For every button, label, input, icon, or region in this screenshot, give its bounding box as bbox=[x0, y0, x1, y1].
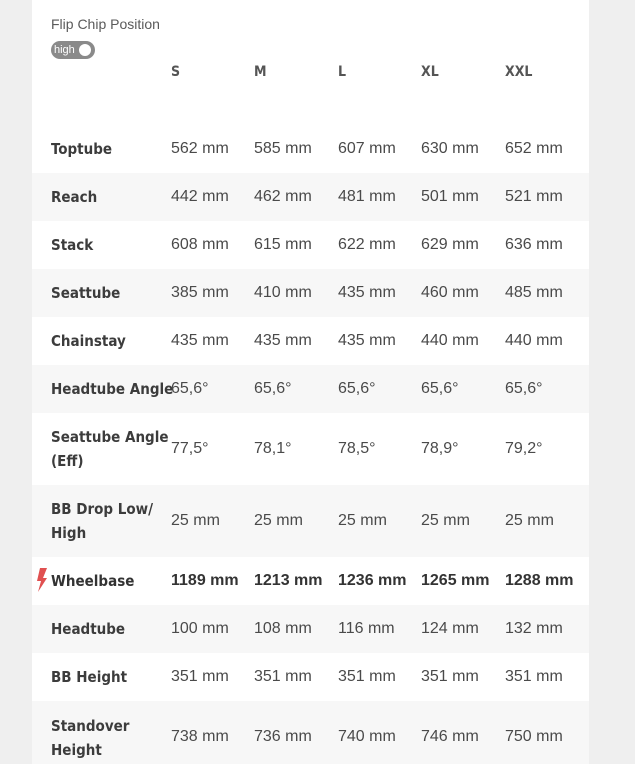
geometry-row-seattube-angle bbox=[32, 413, 589, 485]
value-l: 622 mm bbox=[338, 236, 396, 253]
value-m: 78,1° bbox=[254, 440, 292, 457]
size-header-l: L bbox=[338, 64, 347, 80]
value-l: 481 mm bbox=[338, 188, 396, 205]
value-l: 435 mm bbox=[338, 284, 396, 301]
geometry-row-seattube bbox=[32, 269, 589, 317]
value-m: 410 mm bbox=[254, 284, 312, 301]
value-xl: 460 mm bbox=[421, 284, 479, 301]
size-header-xl: XL bbox=[421, 64, 439, 80]
value-m: 736 mm bbox=[254, 727, 312, 745]
value-s: 738 mm bbox=[171, 727, 229, 745]
value-xxl: 65,6° bbox=[505, 380, 543, 397]
value-m: 351 mm bbox=[254, 668, 312, 685]
value-xxl: 636 mm bbox=[505, 236, 563, 253]
value-s: 65,6° bbox=[171, 380, 209, 397]
value-xxl: 25 mm bbox=[505, 512, 554, 529]
value-xl: 124 mm bbox=[421, 620, 479, 637]
row-label: Seattube bbox=[51, 284, 121, 302]
value-xxl: 485 mm bbox=[505, 284, 563, 301]
size-header-s: S bbox=[171, 64, 181, 80]
value-xl: 78,9° bbox=[421, 440, 459, 457]
geometry-row-toptube bbox=[32, 125, 589, 173]
value-xxl: 79,2° bbox=[505, 440, 543, 457]
row-label: BB Height bbox=[51, 668, 128, 686]
row-label: Headtube bbox=[51, 620, 126, 638]
row-label: Reach bbox=[51, 188, 98, 206]
value-xxl: 351 mm bbox=[505, 668, 563, 685]
value-m: 462 mm bbox=[254, 188, 312, 205]
value-l: 1236 mm bbox=[338, 572, 407, 589]
row-label: Stack bbox=[51, 236, 94, 254]
value-xl: 440 mm bbox=[421, 332, 479, 349]
value-xxl: 652 mm bbox=[505, 140, 563, 157]
value-m: 1213 mm bbox=[254, 572, 323, 589]
geometry-row-chainstay bbox=[32, 317, 589, 365]
value-xxl: 750 mm bbox=[505, 727, 563, 745]
value-s: 608 mm bbox=[171, 236, 229, 253]
value-l: 435 mm bbox=[338, 332, 396, 349]
value-m: 25 mm bbox=[254, 512, 303, 529]
value-l: 65,6° bbox=[338, 380, 376, 397]
value-s: 385 mm bbox=[171, 284, 229, 301]
row-label: Chainstay bbox=[51, 332, 126, 350]
value-m: 65,6° bbox=[254, 380, 292, 397]
value-l: 740 mm bbox=[338, 727, 396, 745]
row-label: BB Drop Low/ High bbox=[51, 500, 154, 542]
value-s: 100 mm bbox=[171, 620, 229, 637]
value-l: 25 mm bbox=[338, 512, 387, 529]
row-label: Standover Height bbox=[51, 716, 130, 759]
value-s: 442 mm bbox=[171, 188, 229, 205]
value-xxl: 521 mm bbox=[505, 188, 563, 205]
value-xl: 65,6° bbox=[421, 380, 459, 397]
value-xl: 630 mm bbox=[421, 140, 479, 157]
value-s: 77,5° bbox=[171, 440, 209, 457]
value-l: 116 mm bbox=[338, 620, 395, 637]
geometry-row-standover-height bbox=[32, 701, 589, 764]
value-l: 78,5° bbox=[338, 440, 376, 457]
value-l: 607 mm bbox=[338, 140, 396, 157]
lightning-bolt-icon bbox=[36, 568, 48, 592]
geometry-row-headtube bbox=[32, 605, 589, 653]
value-s: 25 mm bbox=[171, 512, 220, 529]
row-label: Toptube bbox=[51, 140, 113, 158]
size-header-xxl: XXL bbox=[505, 64, 533, 80]
value-s: 562 mm bbox=[171, 140, 229, 157]
value-s: 1189 mm bbox=[171, 572, 239, 589]
toggle-text: high bbox=[54, 44, 75, 56]
value-m: 615 mm bbox=[254, 236, 312, 253]
size-header-m: M bbox=[254, 64, 267, 80]
value-xl: 501 mm bbox=[421, 188, 479, 205]
row-label: Wheelbase bbox=[51, 572, 135, 590]
geometry-row-bb-drop bbox=[32, 485, 589, 557]
flip-chip-label: Flip Chip Position bbox=[51, 16, 160, 32]
value-xl: 629 mm bbox=[421, 236, 479, 253]
toggle-knob bbox=[79, 44, 91, 56]
value-m: 585 mm bbox=[254, 140, 312, 157]
row-label: Headtube Angle bbox=[51, 380, 174, 398]
value-xl: 25 mm bbox=[421, 512, 470, 529]
value-l: 351 mm bbox=[338, 668, 396, 685]
value-s: 435 mm bbox=[171, 332, 229, 349]
value-xxl: 132 mm bbox=[505, 620, 563, 637]
row-label: Seattube Angle (Eff) bbox=[51, 428, 169, 470]
geometry-row-wheelbase bbox=[32, 557, 589, 605]
geometry-row-bb-height bbox=[32, 653, 589, 701]
value-s: 351 mm bbox=[171, 668, 229, 685]
value-m: 108 mm bbox=[254, 620, 312, 637]
value-xxl: 1288 mm bbox=[505, 572, 574, 589]
geometry-row-headtube-angle bbox=[32, 365, 589, 413]
geometry-row-reach bbox=[32, 173, 589, 221]
flip-chip-toggle[interactable] bbox=[51, 41, 95, 59]
value-xl: 351 mm bbox=[421, 668, 479, 685]
geometry-row-stack bbox=[32, 221, 589, 269]
value-m: 435 mm bbox=[254, 332, 312, 349]
value-xl: 746 mm bbox=[421, 727, 479, 745]
value-xxl: 440 mm bbox=[505, 332, 563, 349]
value-xl: 1265 mm bbox=[421, 572, 490, 589]
